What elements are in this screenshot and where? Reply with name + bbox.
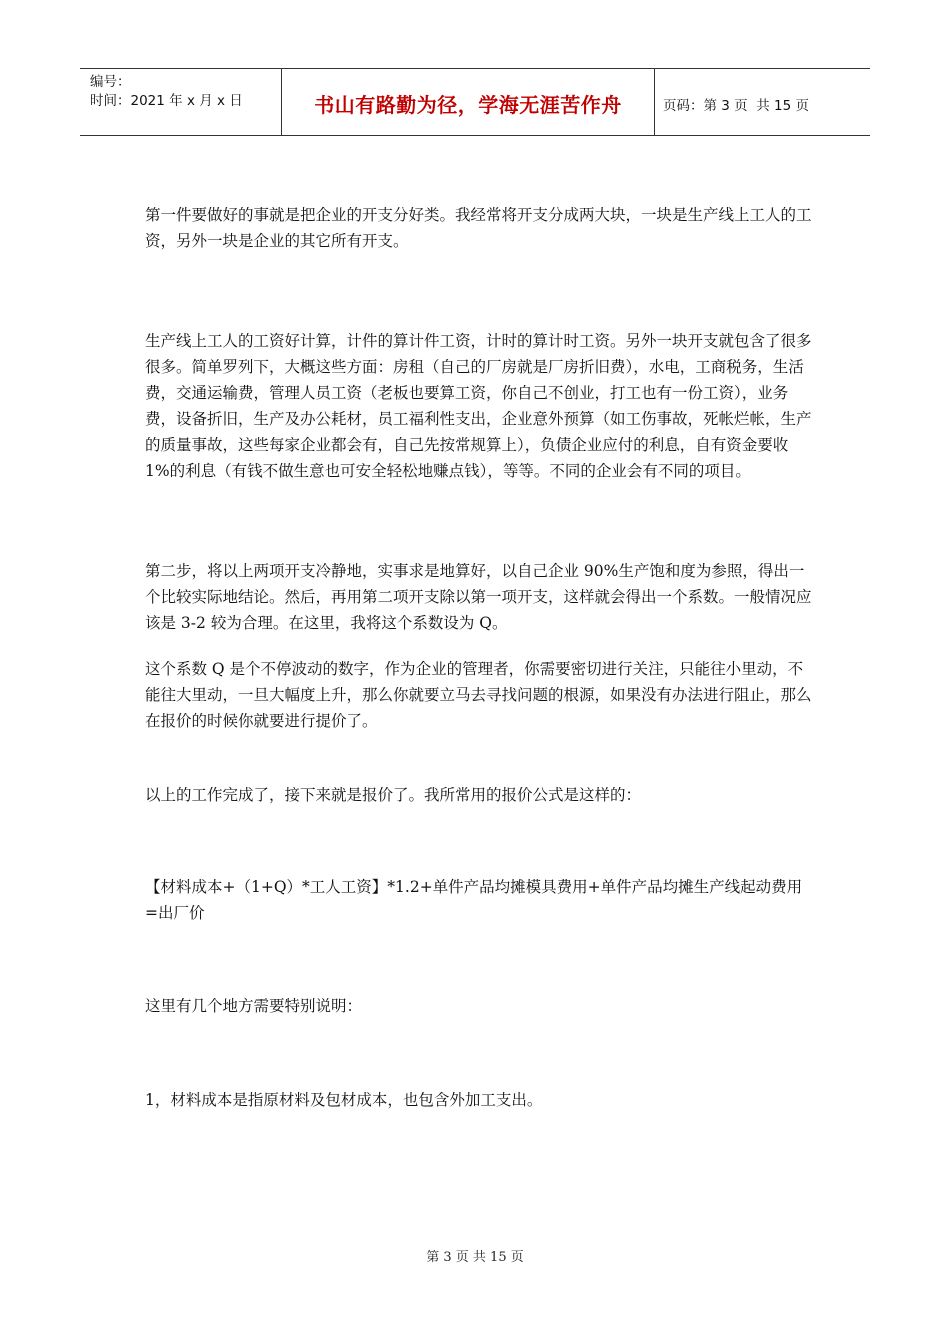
page-footer: 第 3 页 共 15 页 [426, 1250, 524, 1265]
header-page-code: 页码：第 3 页 共 15 页 [663, 97, 810, 114]
paragraph-4: 这个系数 Q 是个不停波动的数字，作为企业的管理者，你需要密切进行关注，只能往小里动，不能往大里动，一旦大幅度上升，那么你就要立马去寻找问题的根源，如果没有办法进行阻止，那么在报价的时候你就要进行提价了。 [145, 660, 812, 730]
paragraph-1: 第一件要做好的事就是把企业的开支分好类。我经常将开支分成两大块，一块是生产线上工人的工资，另外一块是企业的其它所有开支。 [145, 206, 812, 250]
serial-label: 编号： [90, 74, 131, 90]
paragraph-7: 这里有几个地方需要特别说明： [145, 997, 363, 1015]
paragraph-2: 生产线上工人的工资好计算，计件的算计件工资，计时的算计时工资。另外一块开支就包含了很多很多。简单罗列下，大概这些方面：房租（自己的厂房就是厂房折旧费），水电，工商税务，生活费，交通运输费，管理人员工资（老板也要算工资，你自己不创业，打工也有一份工资），业务费，设备折旧，生产及办公耗材，员工福利性支出，企业意外预算（如工伤事故，死帐烂帐，生产的质量事故，这些每家企业都会有，自己先按常规算上），负债企业应付的利息，自有资金要收 1%的利息（有钱不做生意也可安全轻松地赚点钱），等等。不同的企业会有不同的项目。 [145, 332, 812, 480]
time-label: 时间：2021 年 x 月 x 日 [90, 93, 243, 109]
motto-text: 书山有路勤为径，学海无涯苦作舟 [314, 93, 622, 117]
header-meta [80, 69, 282, 135]
paragraph-5: 以上的工作完成了，接下来就是报价了。我所常用的报价公式是这样的： [145, 786, 642, 804]
header-motto-cell [282, 69, 655, 135]
page-header [80, 68, 870, 136]
document-body [145, 202, 815, 1113]
formula-paragraph: 【材料成本+（1+Q）*工人工资】*1.2+单件产品均摊模具费用+单件产品均摊生产线起动费用=出厂价 [145, 878, 803, 922]
paragraph-3: 第二步，将以上两项开支冷静地，实事求是地算好，以自己企业 90%生产饱和度为参照，得出一个比较实际地结论。然后，再用第二项开支除以第一项开支，这样就会得出一个系数。一般情况应该是 3-2 较为合理。在这里，我将这个系数设为 Q。 [145, 562, 812, 632]
paragraph-8: 1，材料成本是指原材料及包材成本，也包含外加工支出。 [145, 1091, 543, 1109]
